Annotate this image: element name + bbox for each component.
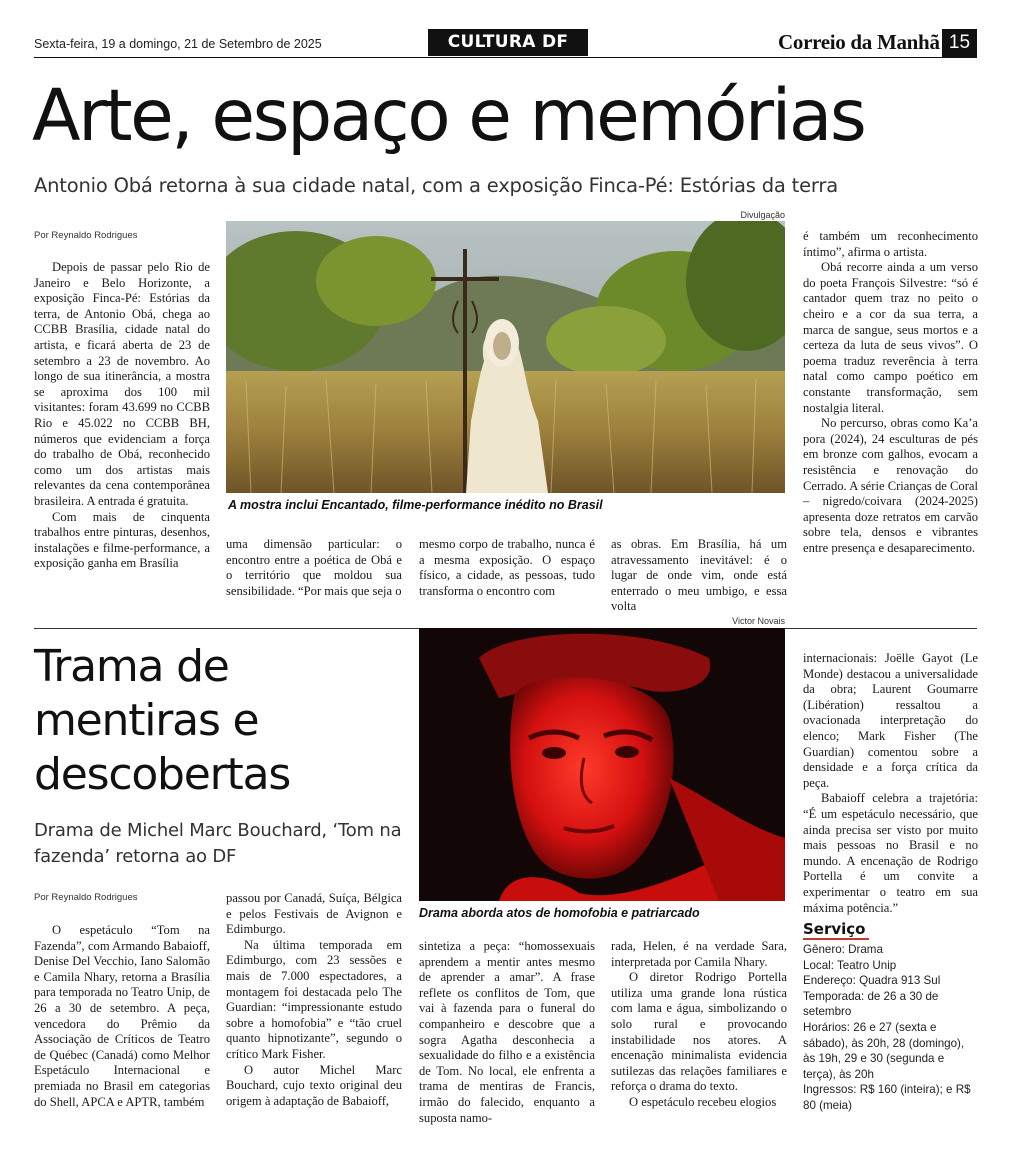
article1-column-4 bbox=[611, 537, 787, 615]
article1-paragraph: uma dimensão particular: o encontro entre a poética de Obá e o território que moldou sua sensibilidade. “Por mais que seja o bbox=[226, 537, 402, 598]
article2-photo-credit: Victor Novais bbox=[732, 616, 785, 626]
servico-line: Temporada: de 26 a 30 de setembro bbox=[803, 989, 939, 1019]
servico-heading: Serviço bbox=[803, 920, 866, 938]
article1-paragraph: Depois de passar pelo Rio de Janeiro e Belo Horizonte, a exposição Finca-Pé: Estórias da terra, de Antonio Obá, chega ao CCBB Brasília, cidade natal do artista, e ficará aberta de 23 de setembro a 23 de novembro. Ao longo de sua itinerância, a mostra se aproxima dos 100 mil visitantes: foram 43.699 no CCBB Rio e 45.022 no CCBB BH, números que evidenciam a força do trabalho de Obá, reconhecido como um dos artistas mais relevantes da cena contemporânea brasileira. A entrada é gratuita. bbox=[34, 260, 210, 508]
article2-paragraph: rada, Helen, é na verdade Sara, interpretada por Camila Nhary. bbox=[611, 939, 787, 969]
article1-paragraph: Com mais de cinquenta trabalhos entre pinturas, desenhos, instalações e filme-performance, a exposição ganha em Brasília bbox=[34, 509, 210, 571]
article2-paragraph: O diretor Rodrigo Portella utiliza uma grande lona rústica com lama e água, simbolizando o solo rural e provocando instabilidade nos atores. A encenação minimalista evidencia sutilezas das relações familiares e reforça o drama do texto. bbox=[611, 970, 787, 1094]
article1-column-5 bbox=[803, 229, 978, 556]
article1-photo-credit: Divulgação bbox=[740, 210, 785, 220]
article2-paragraph: O espetáculo “Tom na Fazenda”, com Armando Babaioff, Denise Del Vecchio, Iano Salomão e Camila Nhary, retorna a Brasília para temporada no Teatro Unip, de 26 a 30 de setembro. A peça, vencedora do Prêmio da Associação de Críticos de Teatro de Québec (Canadá) como Melhor Espetáculo Internacional e premiada no Brasil em categorias do Shell, APCA e APTR, também bbox=[34, 923, 210, 1109]
article1-byline: Por Reynaldo Rodrigues bbox=[34, 230, 138, 241]
servico-line: Gênero: Drama bbox=[803, 943, 883, 956]
servico-line: Endereço: Quadra 913 Sul bbox=[803, 974, 941, 988]
article1-paragraph: as obras. Em Brasília, há um atravessamento inevitável: é o lugar de onde vim, onde está enterrado o meu umbigo, e essa volta bbox=[611, 537, 787, 614]
article1-paragraph: mesmo corpo de trabalho, nunca é a mesma exposição. O espaço físico, a cidade, as pessoas, tudo transforma o encontro com bbox=[419, 537, 595, 598]
article2-column-4 bbox=[611, 939, 787, 1111]
article2-column-3 bbox=[419, 939, 595, 1126]
article2-column-5 bbox=[803, 651, 978, 916]
article2-paragraph: passou por Canadá, Suíça, Bélgica e pelos Festivais de Avignon e Edimburgo. bbox=[226, 891, 402, 937]
servico-line: Local: Teatro Unip bbox=[803, 958, 897, 972]
article2-column-2 bbox=[226, 891, 402, 1109]
page-number: 15 bbox=[942, 29, 977, 57]
article2-paragraph: O espetáculo recebeu elogios bbox=[629, 1094, 777, 1109]
article2-paragraph: Na última temporada em Edimburgo, com 23 sessões e mais de 7.000 espectadores, a montagem foi destacada pelo The Guardian: “impressionante estudo sobre a homofobia” e “tão cruel quanto hipnotizante”, segundo o crítico Mark Fisher. bbox=[226, 937, 402, 1061]
article1-column-2 bbox=[226, 537, 402, 599]
servico-line: Ingressos: R$ 160 (inteira); e R$ 80 (meia) bbox=[803, 1083, 971, 1112]
article1-paragraph: No percurso, obras como Ka’a pora (2024), 24 esculturas de pés em bronze com galhos, evocam a resistência e renovação do Cerrado. A série Crianças de Coral – nigredo/coivara (2024-2025) apresenta doze retratos em carvão sobre tela, densos e vibrantes entre presença e desaparecimento. bbox=[803, 416, 978, 555]
servico-underline bbox=[803, 938, 869, 940]
article1-photo bbox=[226, 221, 785, 493]
article2-paragraph: O autor Michel Marc Bouchard, cujo texto original deu origem à adaptação de Babaioff, bbox=[226, 1062, 402, 1108]
article1-column-3 bbox=[419, 537, 595, 599]
article1-headline: Arte, espaço e memórias bbox=[32, 74, 865, 157]
article2-headline: Trama de mentiras e descobertas bbox=[34, 641, 291, 800]
article2-paragraph: internacionais: Joëlle Gayot (Le Monde) destacou a universalidade da obra; Laurent Goumarre (Libération) ressaltou a ovacionada interpretação do elenco; Mark Fisher (The Guardian) comentou sobre a densidade e a força crítica da peça. bbox=[803, 651, 978, 790]
article1-paragraph: é também um reconhecimento íntimo”, afirma o artista. bbox=[803, 229, 978, 259]
article1-photo-caption: A mostra inclui Encantado, filme-performance inédito no Brasil bbox=[228, 498, 603, 512]
article2-photo-caption: Drama aborda atos de homofobia e patriarcado bbox=[419, 906, 700, 920]
article2-paragraph: sintetiza a peça: “homossexuais aprendem a mentir antes mesmo de aprender a amar”. A frase reflete os conflitos de Tom, que vai à fazenda para o funeral do companheiro e descobre que a sogra Agatha desconhecia a sexualidade do filho e a existência de Tom. No local, ele enfrenta a trama de mentiras de Francis, irmão do falecido, enquanto a suposta namo- bbox=[419, 939, 595, 1125]
article1-subheadline: Antonio Obá retorna à sua cidade natal, com a exposição Finca-Pé: Estórias da terra bbox=[34, 174, 838, 197]
red-portrait-illustration bbox=[419, 628, 785, 901]
article1-column-1 bbox=[34, 260, 210, 572]
header-rule bbox=[34, 57, 977, 58]
article2-paragraph: Babaioff celebra a trajetória: “É um espetáculo necessário, que ainda precisa ser visto por muito mais pessoas no Brasil e no mundo. A encenação de Rodrigo Portella é um convite a experimentar o teatro em sua máxima potência.” bbox=[803, 791, 978, 915]
article2-column-1 bbox=[34, 923, 210, 1110]
newspaper-logo: Correio da Manhã bbox=[778, 30, 940, 54]
field-figure-illustration bbox=[226, 221, 785, 493]
article2-byline: Por Reynaldo Rodrigues bbox=[34, 892, 138, 903]
edition-date: Sexta-feira, 19 a domingo, 21 de Setembro de 2025 bbox=[34, 37, 322, 51]
article2-photo bbox=[419, 628, 785, 901]
article2-subheadline: Drama de Michel Marc Bouchard, ‘Tom na fazenda’ retorna ao DF bbox=[34, 820, 402, 867]
article1-paragraph: Obá recorre ainda a um verso do poeta François Silvestre: “só é cantador quem traz no peito o cheiro e a cor da sua terra, a marca de sangue, seus mortos e a certeza da luta de seus vivos”. O poema traduz reverência à terra natal como campo poético em constante transformação, sem nostalgia literal. bbox=[803, 260, 978, 415]
section-label: CULTURA DF bbox=[428, 29, 588, 56]
servico-line: Horários: 26 e 27 (sexta e sábado), às 20h, 28 (domingo), às 19h, 29 e 30 (segunda e terça), às 20h bbox=[803, 1020, 965, 1081]
servico-info bbox=[803, 942, 978, 1114]
